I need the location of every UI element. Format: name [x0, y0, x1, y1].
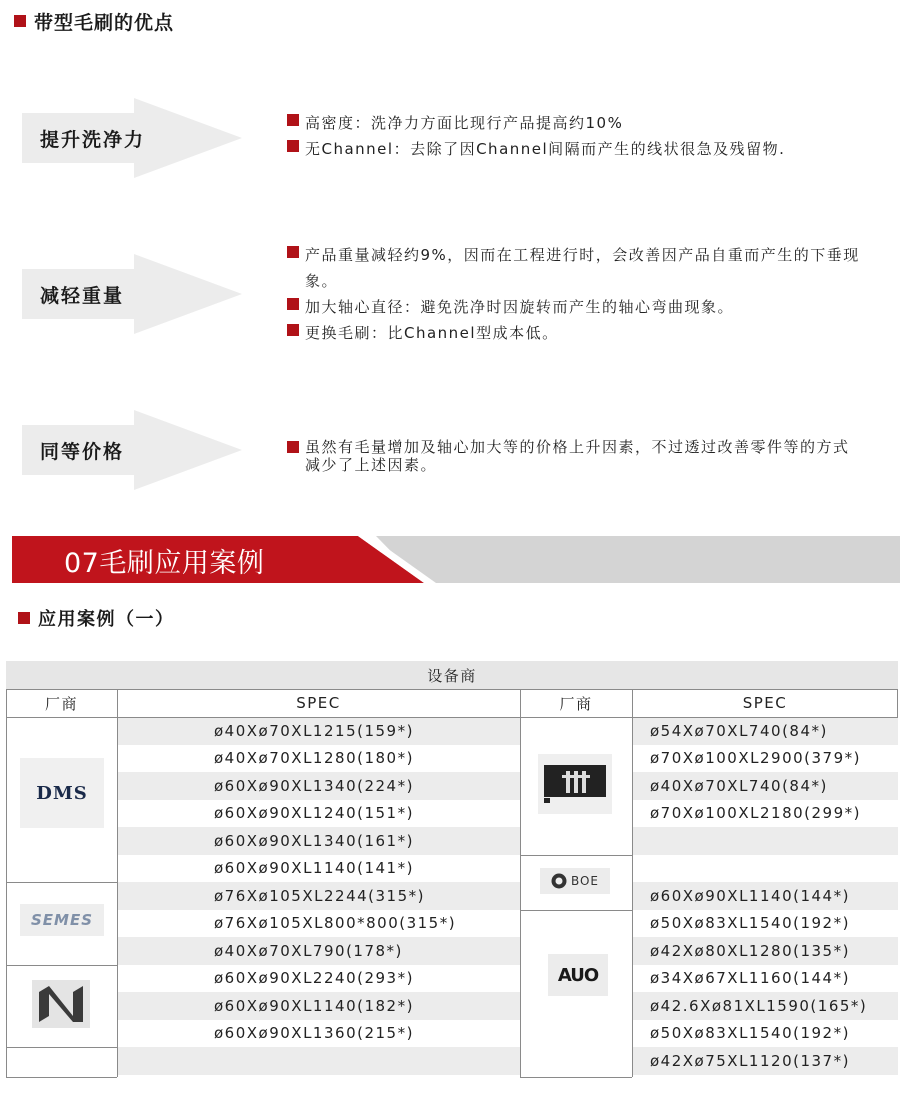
vendor-block-logo	[538, 754, 612, 814]
bullet-item: 更换毛刷：比Channel型成本低。	[287, 320, 867, 346]
vendor-header-right: 厂商	[559, 694, 593, 713]
spec-cell: ø76Xø105XL800*800(315*)	[214, 914, 457, 933]
spec-header-left: SPEC	[296, 694, 341, 712]
auo-logo	[548, 954, 608, 996]
spec-cell: ø42.6Xø81XL1590(165*)	[650, 996, 868, 1015]
advantage-bullets	[287, 242, 867, 346]
vendor-mark-logo	[32, 980, 90, 1028]
bullet-item: 产品重量减轻约9%，因而在工程进行时，会改善因产品自重而产生的下垂现象。	[287, 242, 867, 294]
cases-heading	[18, 605, 175, 631]
heading-square-icon	[18, 612, 30, 624]
spec-cell: ø42Xø80XL1280(135*)	[650, 941, 850, 960]
vendor-header-left: 厂商	[44, 694, 78, 713]
semes-logo	[20, 904, 104, 936]
grid-line	[6, 882, 117, 883]
grid-line	[6, 717, 898, 718]
bullet-square-icon	[287, 114, 299, 126]
grid-line	[6, 1047, 117, 1048]
spec-cell: ø40Xø70XL1215(159*)	[214, 721, 414, 740]
grid-line	[6, 1077, 117, 1078]
bullet-square-icon	[287, 298, 299, 310]
heading-square-icon	[14, 15, 26, 27]
advantage-label: 减轻重量	[40, 285, 125, 307]
advantage-clean-power	[0, 98, 900, 208]
dms-logo-text: DMS	[36, 782, 88, 804]
banner-title: 07毛刷应用案例	[64, 548, 265, 579]
boe-logo-text: BOE	[570, 874, 600, 888]
spec-cell: ø60Xø90XL2240(293*)	[214, 969, 414, 988]
advantage-label: 提升洗净力	[40, 129, 146, 151]
grid-line	[520, 1077, 632, 1078]
bullet-item: 虽然有毛量增加及轴心加大等的价格上升因素，不过透过改善零件等的方式减少了上述因素。	[287, 438, 852, 474]
spec-cell: ø60Xø90XL1360(215*)	[214, 1024, 414, 1043]
advantage-label: 同等价格	[40, 441, 125, 463]
spec-cell	[650, 855, 896, 883]
vendor-block-icon	[544, 765, 606, 803]
bullet-square-icon	[287, 140, 299, 152]
grid-line	[520, 910, 632, 911]
spec-cell: ø70Xø100XL2900(379*)	[650, 749, 861, 768]
bullet-item: 加大轴心直径：避免洗净时因旋转而产生的轴心弯曲现象。	[287, 294, 867, 320]
spec-cell	[650, 827, 896, 855]
section-banner	[12, 536, 900, 583]
spec-cell: ø40Xø70XL740(84*)	[650, 776, 828, 795]
grid-line	[6, 965, 117, 966]
spec-cell: ø42Xø75XL1120(137*)	[650, 1051, 850, 1070]
spec-header-right: SPEC	[742, 694, 788, 712]
advantages-heading	[14, 8, 174, 34]
grid-line	[117, 689, 118, 1077]
spec-cell: ø60Xø90XL1340(161*)	[214, 831, 414, 850]
grid-line	[520, 855, 632, 856]
spec-cell: ø60Xø90XL1140(182*)	[214, 996, 414, 1015]
spec-cell: ø60Xø90XL1340(224*)	[214, 776, 414, 795]
semes-logo-text: SEMES	[30, 911, 94, 929]
advantage-price	[0, 410, 900, 500]
advantage-weight	[0, 246, 900, 364]
spec-cell: ø40Xø70XL1280(180*)	[214, 749, 414, 768]
cases-table	[6, 661, 898, 1076]
bullet-square-icon	[287, 324, 299, 336]
dms-logo	[20, 758, 104, 828]
table-title: 设备商	[427, 666, 477, 685]
row-stripe	[117, 1047, 520, 1075]
advantages-heading-text: 带型毛刷的优点	[34, 11, 175, 34]
vendor-mark-icon	[39, 986, 83, 1022]
advantage-bullets	[287, 110, 867, 162]
grid-line	[6, 689, 898, 690]
bullet-item: 无Channel：去除了因Channel间隔而产生的线状很急及残留物.	[287, 136, 867, 162]
spec-cell: ø60Xø90XL1140(141*)	[214, 859, 414, 878]
boe-logo	[540, 868, 610, 894]
spec-cell: ø60Xø90XL1140(144*)	[650, 886, 850, 905]
bullet-square-icon	[287, 441, 299, 453]
bullet-item: 高密度：洗净力方面比现行产品提高约10%	[287, 110, 867, 136]
spec-cell: ø60Xø90XL1240(151*)	[214, 804, 414, 823]
auo-logo-text: AUO	[557, 964, 599, 986]
boe-circle-icon	[551, 873, 567, 889]
spec-cell: ø70Xø100XL2180(299*)	[650, 804, 861, 823]
grid-line	[632, 689, 633, 1077]
spec-cell: ø54Xø70XL740(84*)	[650, 721, 828, 740]
grid-line	[520, 689, 521, 1077]
spec-cell: ø34Xø67XL1160(144*)	[650, 969, 850, 988]
grid-line	[897, 689, 898, 717]
spec-cell: ø50Xø83XL1540(192*)	[650, 1024, 850, 1043]
grid-line	[6, 689, 7, 1077]
spec-cell: ø40Xø70XL790(178*)	[214, 941, 403, 960]
bullet-square-icon	[287, 246, 299, 258]
spec-cell: ø50Xø83XL1540(192*)	[650, 914, 850, 933]
advantage-bullets	[287, 438, 852, 474]
cases-heading-text: 应用案例（一）	[38, 609, 175, 630]
spec-cell: ø76Xø105XL2244(315*)	[214, 886, 425, 905]
